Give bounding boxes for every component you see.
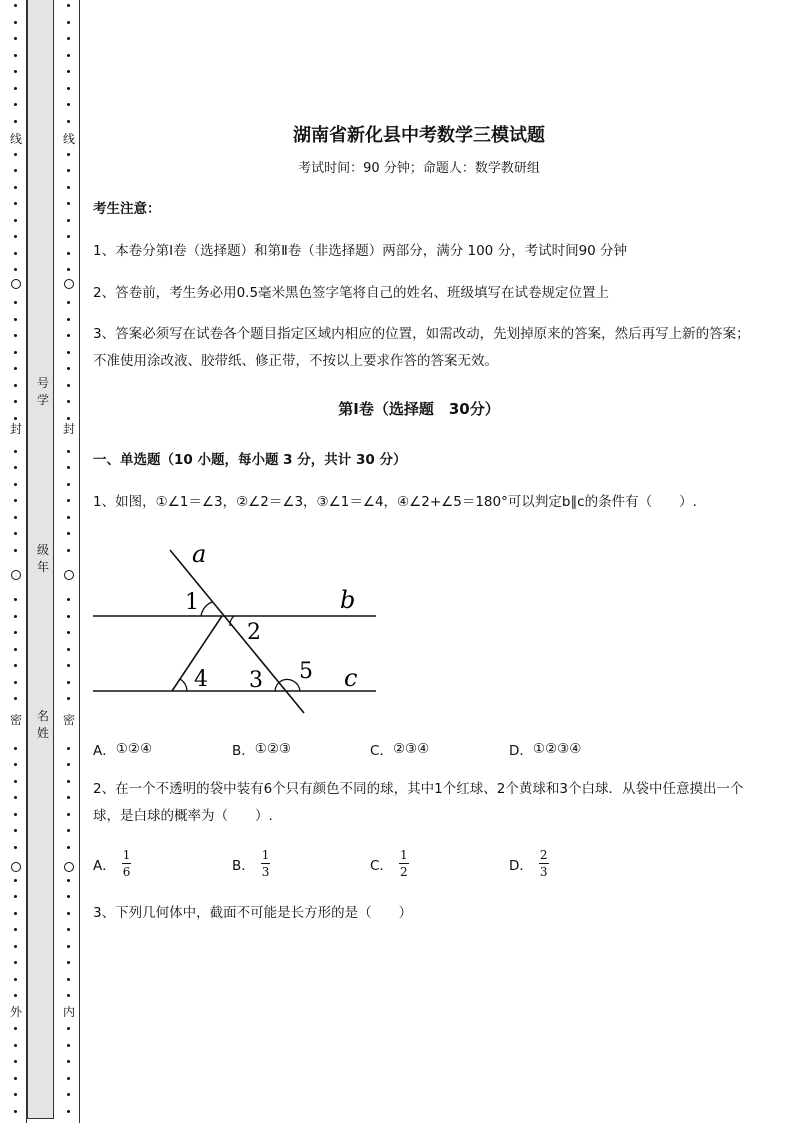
inner-cut-dot xyxy=(67,186,70,189)
margin-line-right xyxy=(79,0,80,1123)
outer-cut-char: 封 xyxy=(9,422,22,436)
inner-cut-dot xyxy=(67,648,70,651)
option-letter: A． xyxy=(93,743,116,759)
option-text: ①②④ xyxy=(115,741,153,757)
numerator: 2 xyxy=(539,848,548,862)
outer-cut-dot xyxy=(14,664,17,667)
q2-option-d[interactable] xyxy=(509,849,549,879)
option-letter: D． xyxy=(509,858,533,874)
option-letter: C． xyxy=(370,743,393,759)
outer-cut-dot xyxy=(14,912,17,915)
outer-cut-dot xyxy=(14,549,17,552)
outer-cut-dot xyxy=(14,1027,17,1030)
outer-cut-dot xyxy=(14,466,17,469)
outer-cut-dot xyxy=(14,1044,17,1047)
parallel-lines-diagram xyxy=(88,538,388,720)
inner-cut-dot xyxy=(67,549,70,552)
q2-option-c[interactable] xyxy=(370,849,409,879)
outer-cut-dot xyxy=(14,202,17,205)
angle-1-arc xyxy=(201,602,212,616)
inner-cut-dot xyxy=(67,301,70,304)
option-letter: A． xyxy=(93,858,116,874)
numerator: 1 xyxy=(399,848,408,862)
outer-cut-dot xyxy=(14,516,17,519)
outer-cut-dot xyxy=(14,631,17,634)
outer-cut-dot xyxy=(14,334,17,337)
label-angle-1: 1 xyxy=(185,590,199,615)
inner-cut-dot xyxy=(67,879,70,882)
inner-cut-dot xyxy=(67,37,70,40)
outer-cut-dot xyxy=(14,945,17,948)
question-1-stem: 1、如图，①∠1＝∠3，②∠2＝∠3，③∠1＝∠4，④∠2+∠5＝180°可以判定b∥c的条件有（ ）. xyxy=(93,494,697,510)
q2-option-b[interactable] xyxy=(232,849,270,879)
outer-cut-dot xyxy=(14,895,17,898)
inner-cut-dot xyxy=(67,796,70,799)
denominator: 2 xyxy=(399,865,408,879)
option-letter: B． xyxy=(232,858,255,874)
outer-cut-circle xyxy=(11,862,21,872)
outer-cut-dot xyxy=(14,153,17,156)
inner-cut-dot xyxy=(67,219,70,222)
inner-cut-dot xyxy=(67,763,70,766)
angle-4-arc xyxy=(180,679,187,691)
label-b: b xyxy=(340,586,356,614)
option-letter: B． xyxy=(232,743,255,759)
inner-cut-dot xyxy=(67,532,70,535)
inner-cut-char: 内 xyxy=(62,1005,75,1019)
inner-cut-dot xyxy=(67,450,70,453)
inner-cut-dot xyxy=(67,120,70,123)
question-3-stem: 3、下列几何体中，截面不可能是长方形的是（ ） xyxy=(93,905,413,921)
outer-cut-dot xyxy=(14,1077,17,1080)
q1-option-b[interactable] xyxy=(232,739,291,759)
inner-cut-dot xyxy=(67,466,70,469)
label-angle-4: 4 xyxy=(194,667,208,692)
outer-cut-dot xyxy=(14,846,17,849)
inner-cut-dot xyxy=(67,268,70,271)
denominator: 6 xyxy=(122,865,131,879)
outer-cut-dot xyxy=(14,120,17,123)
inner-cut-circle xyxy=(64,862,74,872)
inner-cut-dot xyxy=(67,1093,70,1096)
inner-cut-dot xyxy=(67,780,70,783)
inner-cut-dot xyxy=(67,54,70,57)
inner-cut-dot xyxy=(67,928,70,931)
inner-cut-dot xyxy=(67,21,70,24)
label-name: 名 姓 xyxy=(36,709,49,740)
q1-option-a[interactable] xyxy=(93,739,152,759)
outer-cut-dot xyxy=(14,994,17,997)
outer-cut-dot xyxy=(14,1093,17,1096)
inner-cut-dot xyxy=(67,829,70,832)
inner-cut-dot xyxy=(67,1060,70,1063)
label-angle-3: 3 xyxy=(249,668,263,693)
inner-cut-dot xyxy=(67,87,70,90)
option-text: ①②③④ xyxy=(532,741,582,757)
notice-item-1: 1、本卷分第Ⅰ卷（选择题）和第Ⅱ卷（非选择题）两部分，满分 100 分，考试时间90 分钟 xyxy=(93,243,628,259)
option-text: ②③④ xyxy=(392,741,430,757)
label-grade: 级 年 xyxy=(36,543,49,574)
outer-cut-dot xyxy=(14,598,17,601)
outer-cut-char: 外 xyxy=(9,1005,22,1019)
fraction xyxy=(399,849,409,879)
page-title: 湖南省新化县中考数学三模试题 xyxy=(293,125,545,146)
inner-cut-dot xyxy=(67,598,70,601)
outer-cut-dot xyxy=(14,1060,17,1063)
inner-cut-circle xyxy=(64,279,74,289)
outer-cut-dot xyxy=(14,615,17,618)
outer-cut-dot xyxy=(14,87,17,90)
outer-cut-dot xyxy=(14,219,17,222)
inner-cut-dot xyxy=(67,697,70,700)
inner-dotted-cut-line xyxy=(60,0,78,1123)
inner-cut-dot xyxy=(67,664,70,667)
outer-cut-dot xyxy=(14,400,17,403)
outer-cut-dot xyxy=(14,268,17,271)
notice-item-3: 3、答案必须写在试卷各个题目指定区域内相应的位置，如需改动，先划掉原来的答案，然后再写上新的答案；不准使用涂改液、胶带纸、修正带，不按以上要求作答的答案无效。 xyxy=(93,326,750,369)
outer-cut-dot xyxy=(14,978,17,981)
outer-cut-dot xyxy=(14,928,17,931)
notice-item-2: 2、答卷前，考生务必用0.5毫米黑色签字笔将自己的姓名、班级填写在试卷规定位置上 xyxy=(93,285,610,301)
inner-cut-dot xyxy=(67,252,70,255)
label-student-number: 号 学 xyxy=(36,376,49,407)
outer-cut-dot xyxy=(14,235,17,238)
outer-cut-dot xyxy=(14,351,17,354)
outer-cut-dot xyxy=(14,70,17,73)
inner-cut-dot xyxy=(67,499,70,502)
outer-cut-circle xyxy=(11,279,21,289)
inner-cut-dot xyxy=(67,400,70,403)
inner-cut-dot xyxy=(67,615,70,618)
outer-cut-dot xyxy=(14,648,17,651)
outer-cut-dot xyxy=(14,21,17,24)
outer-cut-dot xyxy=(14,499,17,502)
inner-cut-dot xyxy=(67,813,70,816)
option-text: ①②③ xyxy=(254,741,292,757)
outer-cut-dot xyxy=(14,1110,17,1113)
inner-cut-dot xyxy=(67,945,70,948)
outer-cut-dot xyxy=(14,54,17,57)
outer-cut-dot xyxy=(14,367,17,370)
inner-cut-dot xyxy=(67,235,70,238)
option-letter: C． xyxy=(370,858,393,874)
question-1-figure xyxy=(88,538,388,724)
outer-cut-dot xyxy=(14,252,17,255)
inner-cut-dot xyxy=(67,681,70,684)
inner-cut-dot xyxy=(67,169,70,172)
outer-cut-dot xyxy=(14,961,17,964)
outer-cut-dot xyxy=(14,4,17,7)
line-a xyxy=(170,550,304,713)
numerator: 1 xyxy=(261,848,270,862)
outer-cut-circle xyxy=(11,570,21,580)
section-title: 第Ⅰ卷（选择题 30分） xyxy=(338,400,500,418)
inner-cut-dot xyxy=(67,978,70,981)
fraction xyxy=(539,849,549,879)
outer-cut-dot xyxy=(14,813,17,816)
fraction xyxy=(122,849,132,879)
label-angle-5: 5 xyxy=(299,659,313,684)
inner-cut-dot xyxy=(67,1110,70,1113)
inner-cut-dot xyxy=(67,516,70,519)
inner-cut-dot xyxy=(67,895,70,898)
notice-heading: 考生注意： xyxy=(93,201,161,217)
inner-cut-dot xyxy=(67,70,70,73)
outer-cut-char: 密 xyxy=(9,713,22,727)
outer-cut-dot xyxy=(14,747,17,750)
outer-cut-dot xyxy=(14,417,17,420)
inner-cut-dot xyxy=(67,846,70,849)
inner-cut-dot xyxy=(67,367,70,370)
denominator: 3 xyxy=(539,865,548,879)
inner-cut-char: 密 xyxy=(62,713,75,727)
q2-option-a[interactable] xyxy=(93,849,131,879)
option-letter: D． xyxy=(509,743,533,759)
inner-cut-dot xyxy=(67,384,70,387)
inner-cut-dot xyxy=(67,994,70,997)
inner-cut-dot xyxy=(67,351,70,354)
outer-cut-dot xyxy=(14,301,17,304)
exam-info: 考试时间：90 分钟；命题人：数学教研组 xyxy=(298,161,540,176)
q1-option-d[interactable] xyxy=(509,739,581,759)
numerator: 1 xyxy=(122,848,131,862)
outer-cut-dot xyxy=(14,697,17,700)
inner-cut-char: 封 xyxy=(62,422,75,436)
denominator: 3 xyxy=(261,865,270,879)
inner-cut-circle xyxy=(64,570,74,580)
outer-cut-dot xyxy=(14,829,17,832)
outer-cut-dot xyxy=(14,681,17,684)
question-2-stem: 2、在一个不透明的袋中装有6个只有颜色不同的球，其中1个红球、2个黄球和3个白球．从袋中任意摸出一个球，是白球的概率为（ ）. xyxy=(93,781,744,824)
inner-cut-char: 线 xyxy=(62,132,75,146)
inner-cut-dot xyxy=(67,1027,70,1030)
label-angle-2: 2 xyxy=(247,620,261,645)
outer-cut-dot xyxy=(14,532,17,535)
outer-cut-dot xyxy=(14,37,17,40)
inner-cut-dot xyxy=(67,1044,70,1047)
inner-cut-dot xyxy=(67,631,70,634)
inner-cut-dot xyxy=(67,483,70,486)
inner-cut-dot xyxy=(67,318,70,321)
inner-cut-dot xyxy=(67,153,70,156)
inner-cut-dot xyxy=(67,1077,70,1080)
inner-cut-dot xyxy=(67,417,70,420)
inner-cut-dot xyxy=(67,747,70,750)
inner-cut-dot xyxy=(67,4,70,7)
outer-cut-dot xyxy=(14,169,17,172)
outer-cut-dot xyxy=(14,318,17,321)
outer-cut-dot xyxy=(14,879,17,882)
label-a: a xyxy=(192,540,207,568)
inner-cut-dot xyxy=(67,202,70,205)
outer-cut-dot xyxy=(14,103,17,106)
inner-cut-dot xyxy=(67,961,70,964)
outer-cut-dot xyxy=(14,796,17,799)
outer-cut-dot xyxy=(14,763,17,766)
outer-cut-dot xyxy=(14,780,17,783)
q1-option-c[interactable] xyxy=(370,739,429,759)
outer-cut-char: 线 xyxy=(9,132,22,146)
inner-cut-dot xyxy=(67,334,70,337)
outer-dotted-cut-line xyxy=(7,0,25,1123)
inner-cut-dot xyxy=(67,103,70,106)
outer-cut-dot xyxy=(14,483,17,486)
inner-cut-dot xyxy=(67,912,70,915)
outer-cut-dot xyxy=(14,186,17,189)
label-c: c xyxy=(344,664,358,692)
outer-cut-dot xyxy=(14,384,17,387)
part-heading: 一、单选题（10 小题，每小题 3 分，共计 30 分） xyxy=(93,452,407,468)
fraction xyxy=(261,849,271,879)
outer-cut-dot xyxy=(14,450,17,453)
